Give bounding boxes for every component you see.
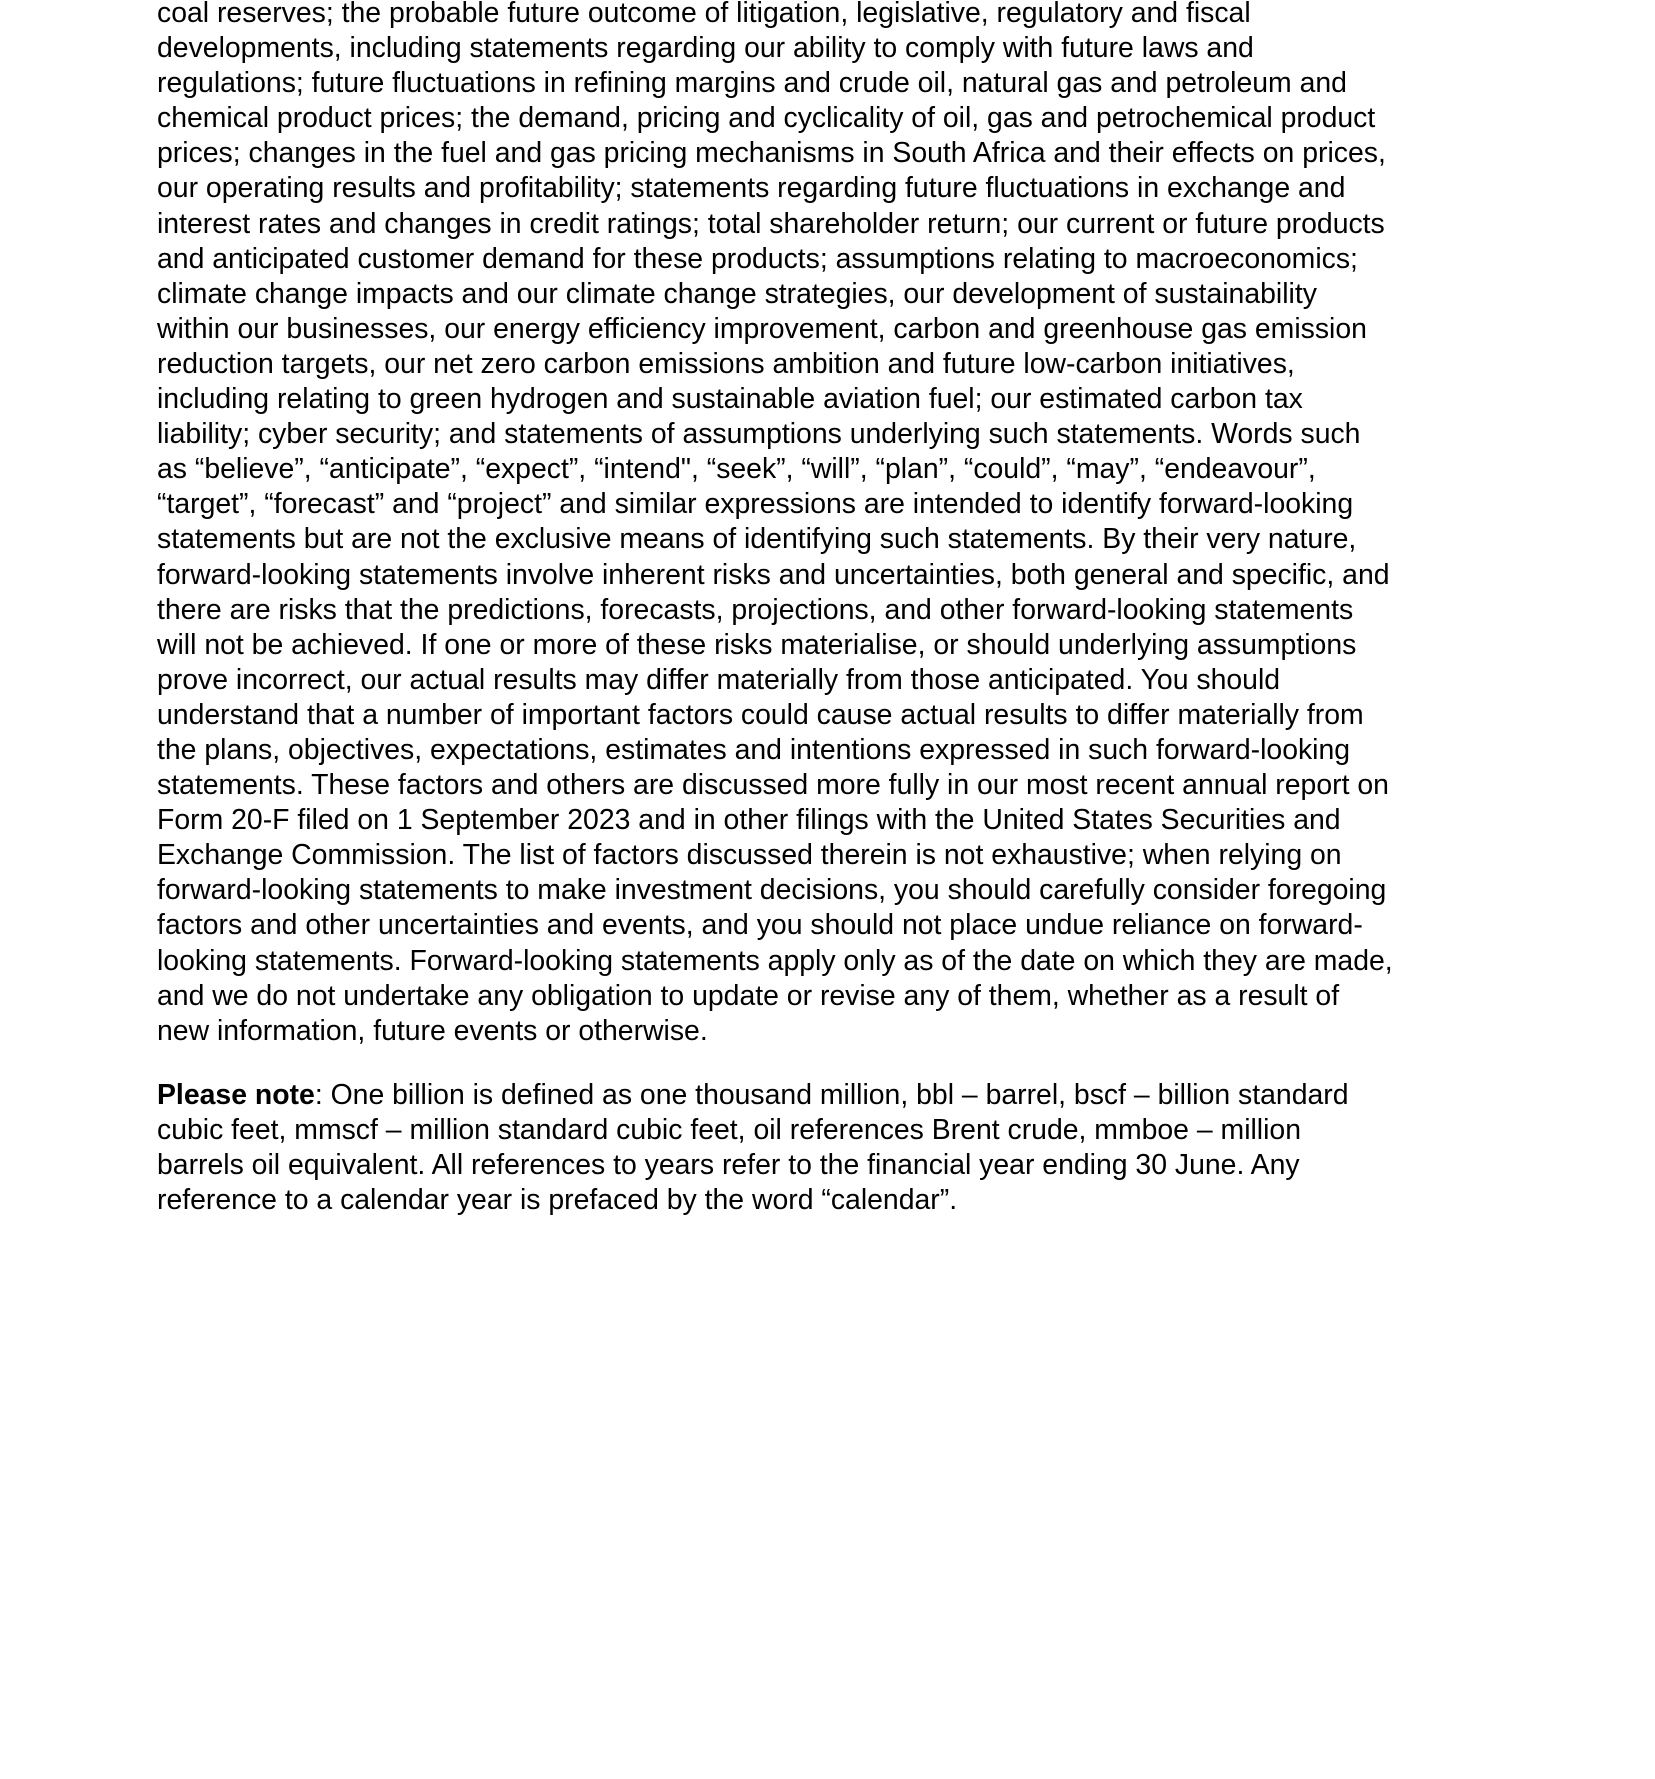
paragraph-line: “target”, “forecast” and “project” and similar expressions are intended to identify forward-looking	[157, 488, 1354, 521]
note-first-line	[157, 1078, 1497, 1113]
paragraph-line: looking statements. Forward-looking statements apply only as of the date on which they are made,	[157, 944, 1393, 977]
note-line: reference to a calendar year is prefaced by the word “calendar”.	[157, 1184, 958, 1217]
paragraph-line: and we do not undertake any obligation to update or revise any of them, whether as a result of	[157, 979, 1340, 1012]
paragraph-line: the plans, objectives, expectations, estimates and intentions expressed in such forward-looking	[157, 733, 1351, 766]
paragraph-line: will not be achieved. If one or more of these risks materialise, or should underlying assumptions	[157, 628, 1357, 661]
paragraph-line: climate change impacts and our climate change strategies, our development of sustainability	[157, 277, 1317, 310]
paragraph-line: factors and other uncertainties and events, and you should not place undue reliance on forward-	[157, 909, 1363, 942]
paragraph-line: Form 20-F filed on 1 September 2023 and in other filings with the United States Securities and	[157, 804, 1341, 837]
paragraph-line: coal reserves; the probable future outcome of litigation, legislative, regulatory and fiscal	[157, 0, 1251, 29]
paragraph-line: regulations; future fluctuations in refining margins and crude oil, natural gas and petroleum and	[157, 67, 1347, 100]
note-line: barrels oil equivalent. All references to years refer to the financial year ending 30 June. Any	[157, 1149, 1300, 1182]
paragraph-line: reduction targets, our net zero carbon emissions ambition and future low-carbon initiatives,	[157, 347, 1295, 380]
paragraph-line: our operating results and profitability; statements regarding future fluctuations in exchange and	[157, 172, 1346, 205]
please-note-paragraph	[157, 1078, 1497, 1218]
paragraph-line: forward-looking statements involve inherent risks and uncertainties, both general and specific, and	[157, 558, 1390, 591]
paragraph-line: as “believe”, “anticipate”, “expect”, “intend", “seek”, “will”, “plan”, “could”, “may”, “endeavour”,	[157, 453, 1316, 486]
paragraph-line: Exchange Commission. The list of factors discussed therein is not exhaustive; when relying on	[157, 839, 1342, 872]
paragraph-line: there are risks that the predictions, forecasts, projections, and other forward-looking statements	[157, 593, 1354, 626]
paragraph-line: liability; cyber security; and statements of assumptions underlying such statements. Words such	[157, 418, 1361, 451]
paragraph-line: within our businesses, our energy efficiency improvement, carbon and greenhouse gas emission	[157, 312, 1367, 345]
paragraph-line: developments, including statements regarding our ability to comply with future laws and	[157, 32, 1254, 65]
paragraph-line: chemical product prices; the demand, pricing and cyclicality of oil, gas and petrochemical product	[157, 102, 1376, 135]
paragraph-line: understand that a number of important factors could cause actual results to differ materially from	[157, 698, 1364, 731]
paragraph-line: prices; changes in the fuel and gas pricing mechanisms in South Africa and their effects on prices,	[157, 137, 1386, 170]
note-line: cubic feet, mmscf – million standard cubic feet, oil references Brent crude, mmboe – million	[157, 1114, 1301, 1147]
paragraph-line: statements. These factors and others are discussed more fully in our most recent annual report on	[157, 769, 1389, 802]
paragraph-line: and anticipated customer demand for these products; assumptions relating to macroeconomics;	[157, 242, 1358, 275]
note-first-line-text: : One billion is defined as one thousand million, bbl – barrel, bscf – billion standard	[314, 1079, 1349, 1111]
paragraph-line: forward-looking statements to make investment decisions, you should carefully consider foregoing	[157, 874, 1387, 907]
paragraph-line: statements but are not the exclusive means of identifying such statements. By their very nature,	[157, 523, 1357, 556]
please-note-label: Please note	[157, 1079, 315, 1111]
paragraph-line: interest rates and changes in credit ratings; total shareholder return; our current or future products	[157, 207, 1385, 240]
paragraph-line: including relating to green hydrogen and sustainable aviation fuel; our estimated carbon tax	[157, 383, 1303, 416]
paragraph-line: new information, future events or otherwise.	[157, 1014, 708, 1047]
forward-looking-statements-paragraph	[157, 0, 1497, 1049]
paragraph-line: prove incorrect, our actual results may differ materially from those anticipated. You should	[157, 663, 1281, 696]
